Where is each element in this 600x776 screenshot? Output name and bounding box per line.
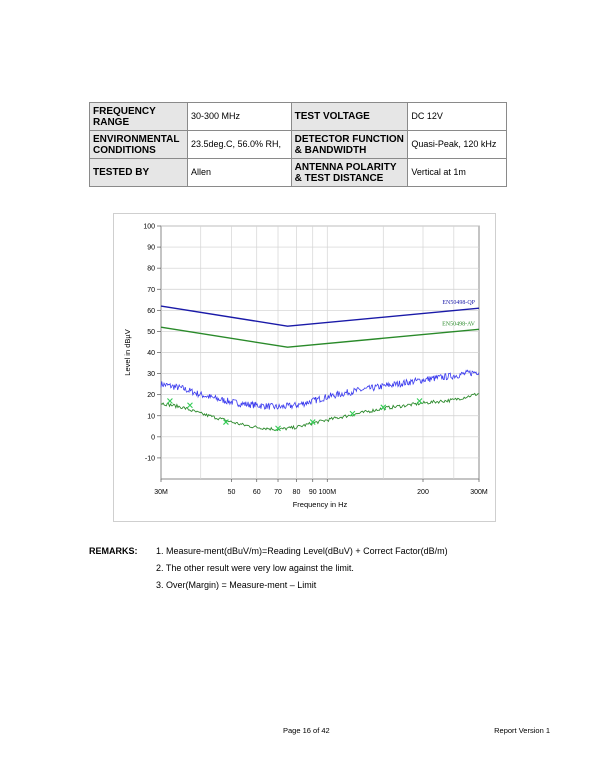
detector-function-label: DETECTOR FUNCTION & BANDWIDTH <box>291 131 408 159</box>
remark-item: 1. Measure-ment(dBuV/m)=Reading Level(dBuV) + Correct Factor(dB/m) <box>156 546 448 556</box>
x-tick-label: 300M <box>470 489 488 496</box>
y-tick-label: -10 <box>144 455 155 463</box>
table-row <box>90 103 507 131</box>
test-voltage-label: TEST VOLTAGE <box>291 103 408 131</box>
y-tick-label: 30 <box>147 371 155 379</box>
chart-svg <box>114 214 495 521</box>
x-tick-label: 50 <box>227 489 236 496</box>
x-tick-label: 200 <box>417 489 429 496</box>
x-tick-label: 70 <box>274 489 282 496</box>
table-row <box>90 159 507 187</box>
table-row <box>90 131 507 159</box>
y-tick-label: 50 <box>147 328 155 336</box>
y-tick-label: 40 <box>147 350 155 357</box>
y-tick-label: 10 <box>147 413 155 421</box>
y-axis-label: Level in dBµV <box>123 329 132 376</box>
remark-item: 2. The other result were very low against the limit. <box>156 563 354 573</box>
remarks-title: REMARKS: <box>89 546 138 556</box>
tested-by-value: Allen <box>187 159 291 187</box>
detector-function-value: Quasi-Peak, 120 kHz <box>408 131 507 159</box>
x-tick-label: 100M <box>318 489 337 496</box>
antenna-polarity-value: Vertical at 1m <box>408 159 507 187</box>
x-axis-label: Frequency in Hz <box>292 500 348 509</box>
test-info-table <box>89 102 507 187</box>
tested-by-label: TESTED BY <box>90 159 188 187</box>
y-tick-label: 100 <box>143 223 155 231</box>
environmental-conditions-label: ENVIRONMENTAL CONDITIONS <box>90 131 188 159</box>
x-tick-label: 90 <box>308 489 317 496</box>
page-number: Page 16 of 42 <box>283 726 330 735</box>
frequency-range-label: FREQUENCY RANGE <box>90 103 188 131</box>
y-tick-label: 90 <box>147 244 155 252</box>
antenna-polarity-label: ANTENNA POLARITY & TEST DISTANCE <box>291 159 408 187</box>
report-version: Report Version 1 <box>494 726 550 735</box>
y-tick-label: 80 <box>147 265 155 273</box>
qp-limit-label: EN50498-QP <box>442 300 475 307</box>
remarks-list <box>156 546 448 597</box>
environmental-conditions-value: 23.5deg.C, 56.0% RH, <box>187 131 291 159</box>
y-tick-label: 60 <box>147 307 155 315</box>
y-tick-label: 70 <box>147 286 155 294</box>
y-tick-label: 20 <box>147 392 155 400</box>
x-tick-label: 80 <box>292 489 301 496</box>
y-tick-label: 0 <box>151 434 155 442</box>
test-voltage-value: DC 12V <box>408 103 507 131</box>
av-limit-label: EN50498-AV <box>442 321 475 328</box>
frequency-range-value: 30-300 MHz <box>187 103 291 131</box>
x-tick-label: 60 <box>252 489 261 496</box>
x-tick-label: 30M <box>154 489 168 496</box>
remark-item: 3. Over(Margin) = Measure-ment – Limit <box>156 580 317 590</box>
emission-chart <box>113 213 496 522</box>
